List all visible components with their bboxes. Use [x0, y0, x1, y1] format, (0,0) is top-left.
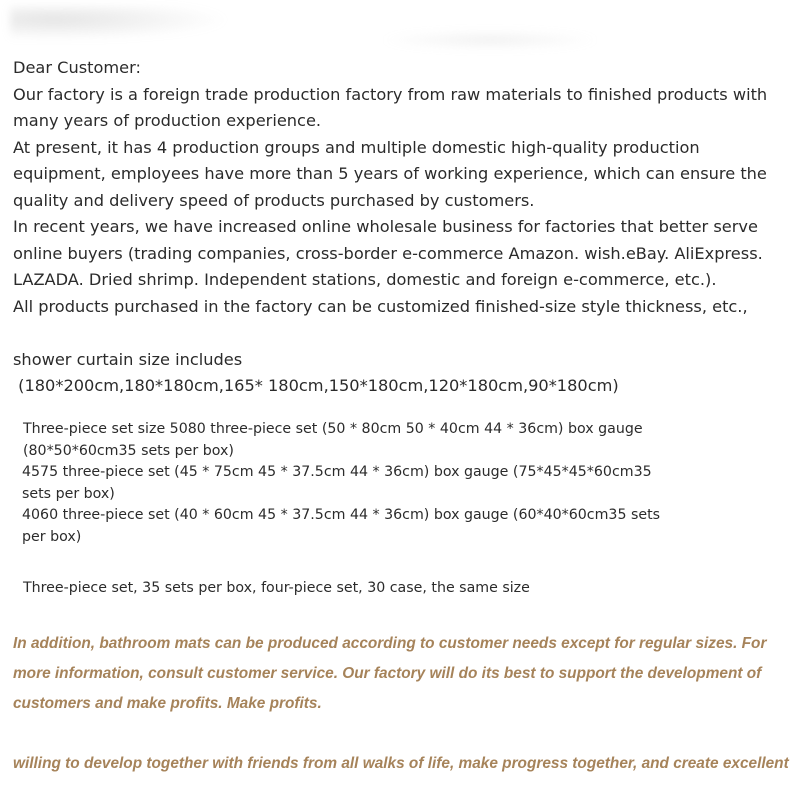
curtain-title: shower curtain size includes: [13, 349, 243, 369]
intro-paragraph: All products purchased in the factory can be customized finished-size style thickness, etc.,: [13, 296, 748, 316]
intro-paragraph: At present, it has 4 production groups and multiple domestic high-quality production equipment, employees have more than 5 years of working experience, which can ensure the quality and delivery speed of products purchased by customers.: [13, 137, 767, 210]
sets-per-box-info: Three-piece set, 35 sets per box, four-piece set, 30 case, the same size: [23, 580, 530, 596]
intro-paragraph: Our factory is a foreign trade production factory from raw materials to finished products with many years of production experience.: [13, 84, 768, 130]
set-sizes-block: [22, 419, 682, 548]
blurred-header-fragment: [380, 30, 600, 50]
set-size-line: Three-piece set size 5080 three-piece set (50 * 80cm 50 * 40cm 44 * 36cm) box gauge (80*50*60cm35 sets per box): [23, 421, 643, 459]
set-size-line: 4575 three-piece set (45 * 75cm 45 * 37.5cm 44 * 36cm) box gauge (75*45*45*60cm35 sets per box): [22, 464, 652, 502]
greeting: Dear Customer:: [13, 58, 141, 77]
intro-text-block: [13, 55, 788, 400]
closing-text-block: [13, 629, 798, 779]
paragraph-gap: [13, 320, 788, 347]
paragraph-gap: [13, 719, 798, 749]
intro-paragraph: In recent years, we have increased online wholesale business for factories that better serve online buyers (trading companies, cross-border e-commerce Amazon. wish.eBay. AliExpress. LAZADA. Dried shrimp. Independent stations, domestic and foreign e-commerce, etc.).: [13, 217, 763, 289]
closing-paragraph: willing to develop together with friends from all walks of life, make progress together, and create excellent: [13, 755, 789, 772]
curtain-sizes: (180*200cm,180*180cm,165* 180cm,150*180cm,120*180cm,90*180cm): [13, 376, 619, 395]
closing-paragraph: In addition, bathroom mats can be produced according to customer needs except for regular sizes. For more information, consult customer service. Our factory will do its best to support the development of customers and make profits. Make profits.: [13, 635, 767, 712]
blurred-header-fragment: [10, 6, 230, 40]
set-size-line: 4060 three-piece set (40 * 60cm 45 * 37.5cm 44 * 36cm) box gauge (60*40*60cm35 sets per box): [22, 507, 661, 545]
